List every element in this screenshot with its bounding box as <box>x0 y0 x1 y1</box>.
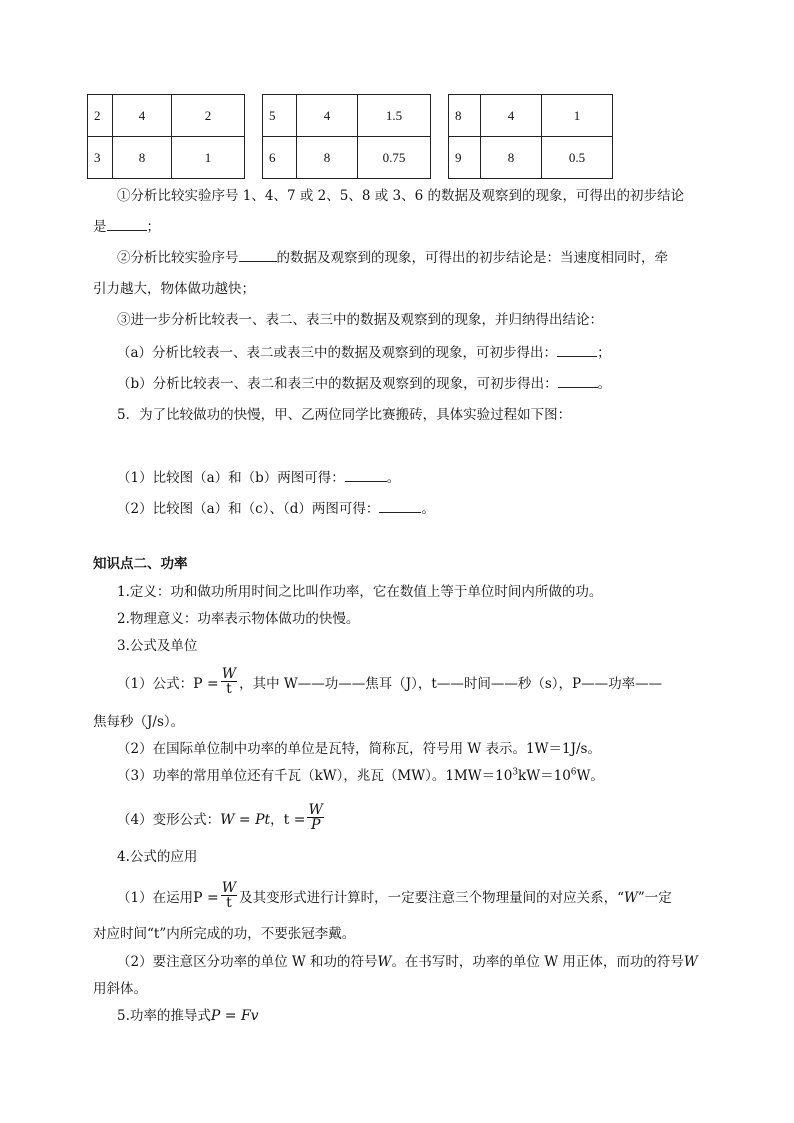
app1-lhs: P = <box>193 890 219 906</box>
fraction-denominator: t <box>226 895 232 911</box>
unit2-pre: （3）功率的常用单位还有千瓦（kW），兆瓦（MW）。1MW＝10 <box>117 768 513 784</box>
section-heading: 知识点二、功率 <box>93 556 188 572</box>
q4-item2-pre: ②分析比较实验序号 <box>117 250 239 266</box>
answer-blank[interactable] <box>239 249 277 262</box>
fraction-numerator: W <box>221 880 237 896</box>
q5-sub2 <box>117 500 435 518</box>
answer-blank[interactable] <box>557 344 597 357</box>
table-cell: 9 <box>448 136 481 179</box>
formula-line2: 焦每秒（J/s）。 <box>93 714 185 730</box>
table-cell: 0.75 <box>357 136 431 179</box>
transform-pre: （4）变形公式： <box>117 812 221 828</box>
q4-item3b-post: 。 <box>597 376 612 392</box>
exponent: 6 <box>570 767 577 778</box>
fraction-numerator: W <box>308 802 323 818</box>
table-cell: 1 <box>171 136 245 179</box>
app1-pre: （1）在运用 <box>117 890 194 906</box>
fraction <box>221 881 237 910</box>
q4-item3b <box>117 375 611 393</box>
table-cell: 4 <box>296 94 358 137</box>
application-2-line2: 用斜体。 <box>93 981 147 997</box>
transform-eq1: W = Pt <box>220 812 271 828</box>
answer-blank[interactable] <box>345 469 387 482</box>
table-cell: 8 <box>296 136 358 179</box>
table-cell: 3 <box>87 136 113 179</box>
app1-post2: ”一定 <box>637 890 672 906</box>
q4-item1-pre: 是 <box>93 219 107 235</box>
table-cell: 8 <box>112 136 172 179</box>
fraction <box>307 803 323 832</box>
app1-post: 及其变形式进行计算时，一定要注意三个物理量间的对应关系，“ <box>239 890 624 906</box>
app2-mid: 。在书写时，功率的单位 W 用正体，而功的符号 <box>391 954 684 970</box>
table-cell: 1 <box>541 94 613 137</box>
q5-sub2-pre: （2）比较图（a）和（c）、（d）两图可得： <box>117 501 380 517</box>
transform-line <box>117 802 326 835</box>
table-cell: 1.5 <box>357 94 431 137</box>
table-cell: 4 <box>112 94 172 137</box>
q4-item3a-pre: （a）分析比较表一、表二或表三中的数据及观察到的现象，可初步得出： <box>117 345 558 361</box>
q4-item1-line2 <box>93 218 160 236</box>
q5-sub1 <box>117 469 400 487</box>
meaning-text: 2.物理意义：功率表示物体做功的快慢。 <box>117 611 360 627</box>
exponent: 3 <box>512 767 519 778</box>
app2-w2: W <box>683 954 698 970</box>
formula-heading: 3.公式及单位 <box>117 638 198 654</box>
q4-item2-line2: 引力越大，物体做功越快； <box>93 281 255 297</box>
p5-pre: 5.功率的推导式 <box>117 1008 211 1024</box>
formula-pre: （1）公式： <box>117 676 194 692</box>
q4-item3: ③进一步分析比较表一、表二、表三中的数据及观察到的现象，并归纳得出结论： <box>117 312 603 328</box>
fraction-denominator: P <box>310 817 321 833</box>
table-cell: 4 <box>480 94 542 137</box>
q4-item3b-pre: （b）分析比较表一、表二和表三中的数据及观察到的现象，可初步得出： <box>117 376 558 392</box>
q4-item1-line1: ①分析比较实验序号 1、4、7 或 2、5、8 或 3、6 的数据及观察到的现象，可得出的初步结论 <box>117 188 684 204</box>
table-cell: 6 <box>262 136 297 179</box>
q5-sub2-post: 。 <box>421 501 435 517</box>
fraction <box>221 667 237 696</box>
unit2-mid: kW＝10 <box>518 768 571 784</box>
fraction-denominator: t <box>226 681 232 697</box>
app1-quote: W <box>624 890 638 906</box>
q4-item3a-post: ； <box>597 345 611 361</box>
definition-text: 1.定义：功和做功所用时间之比叫作功率，它在数值上等于单位时间内所做的功。 <box>117 584 603 600</box>
q5-sub1-post: 。 <box>386 470 401 486</box>
q4-item2-line1 <box>117 249 668 267</box>
app2-pre: （2）要注意区分功率的单位 W 和功的符号 <box>117 954 378 970</box>
answer-blank[interactable] <box>558 375 598 388</box>
unit-text-2 <box>117 767 604 785</box>
derived-formula <box>117 1007 259 1025</box>
q4-item3a <box>117 344 611 362</box>
q5-sub1-pre: （1）比较图（a）和（b）两图可得： <box>117 470 345 486</box>
formula-post: ，其中 W——功——焦耳（J），t——时间——秒（s），P——功率—— <box>239 676 663 692</box>
q4-item2-post: 的数据及观察到的现象，可得出的初步结论是：当速度相同时，牵 <box>276 250 668 266</box>
formula-lhs: P = <box>193 676 219 692</box>
application-1-line2: 对应时间“t”内所完成的功，不要张冠李戴。 <box>93 926 356 942</box>
app2-w: W <box>377 954 392 970</box>
unit2-post: W。 <box>576 768 604 784</box>
table-cell: 8 <box>448 94 481 137</box>
table-cell: 0.5 <box>541 136 613 179</box>
application-heading: 4.公式的应用 <box>117 849 198 865</box>
table-cell: 2 <box>87 94 113 137</box>
q5-title: 5．为了比较做功的快慢，甲、乙两位同学比赛搬砖，具体实验过程如下图： <box>117 407 572 423</box>
q4-item1-post: ； <box>146 219 160 235</box>
application-2 <box>117 953 698 971</box>
answer-blank[interactable] <box>107 218 147 231</box>
application-1 <box>117 880 672 913</box>
transform-sep: ， <box>270 812 284 828</box>
unit-text-1: （2）在国际单位制中功率的单位是瓦特，简称瓦，符号用 W 表示。1W＝1J/s。 <box>117 741 601 757</box>
answer-blank[interactable] <box>379 500 421 513</box>
p5-eq: P = Fv <box>210 1008 259 1024</box>
table-cell: 2 <box>171 94 245 137</box>
table-cell: 8 <box>480 136 542 179</box>
table-cell: 5 <box>262 94 297 137</box>
transform-eq2-lhs: t = <box>283 812 306 828</box>
formula-line <box>117 666 663 699</box>
fraction-numerator: W <box>221 666 237 682</box>
